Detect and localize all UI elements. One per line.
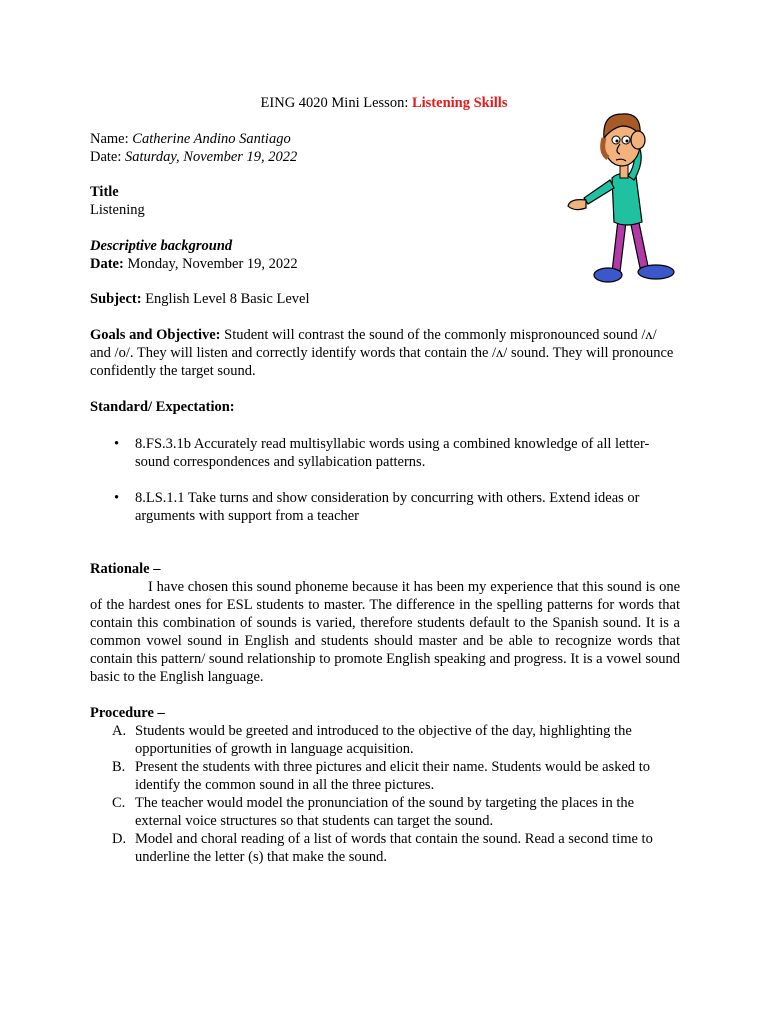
procedure-heading: Procedure – <box>90 705 165 721</box>
list-item: B. Present the students with three pictures and elicit their name. Students would be asked to identify the common sound in all the three pictures. <box>112 759 651 793</box>
procedure-list <box>90 722 680 866</box>
title-heading: Title <box>90 184 119 200</box>
thinking-man-illustration <box>560 100 690 300</box>
course-title: EING 4020 Mini Lesson: <box>260 95 412 111</box>
subject-line: Subject: English Level 8 Basic Level <box>90 291 310 307</box>
list-item: A. Students would be greeted and introduced to the objective of the day, highlighting the opportunities of growth in language acquisition. <box>112 723 632 757</box>
name-line: Name: Catherine Andino Santiago <box>90 131 291 147</box>
list-item: • 8.FS.3.1b Accurately read multisyllabic words using a combined knowledge of all letter-sound correspondences and syllabication patterns. <box>114 436 650 470</box>
list-item: D. Model and choral reading of a list of words that contain the sound. Read a second time to underline the letter (s) that make the sound. <box>112 831 653 865</box>
goals-paragraph: Goals and Objective: Student will contrast the sound of the commonly mispronounced sound /ʌ/ and /o/. They will listen and correctly identify words that contain the /ʌ/ sound. They will pronounce confidently the target sound. <box>90 327 674 379</box>
standards-heading: Standard/ Expectation: <box>90 399 235 415</box>
date-line: Date: Saturday, November 19, 2022 <box>90 149 298 165</box>
standards-list-2 <box>90 489 680 525</box>
list-item: • 8.LS.1.1 Take turns and show consideration by concurring with others. Extend ideas or arguments with support from a teacher <box>114 490 640 524</box>
rationale-heading: Rationale – <box>90 561 161 577</box>
list-item: C. The teacher would model the pronunciation of the sound by targeting the places in the external voice structures so that students can target the sound. <box>112 795 635 829</box>
date-value: Saturday, November 19, 2022 <box>125 149 298 165</box>
author-name: Catherine Andino Santiago <box>132 131 291 147</box>
background-date: Date: Monday, November 19, 2022 <box>90 256 298 272</box>
standards-list <box>90 435 680 471</box>
title-value: Listening <box>90 202 145 218</box>
background-heading: Descriptive background <box>90 238 233 254</box>
topic-title: Listening Skills <box>411 95 508 111</box>
rationale-paragraph: I have chosen this sound phoneme because it has been my experience that this sound is one of the hardest ones for ESL students to master. The difference in the spelling patterns for words that contain this combination of sounds is varied, therefore students default to the Spanish sound. It is a common vowel sound in English and students should master and be able to recognize words that contain this pattern/ sound relationship to promote English speaking and progress. It is a vowel sound basic to the English language. <box>90 579 680 685</box>
